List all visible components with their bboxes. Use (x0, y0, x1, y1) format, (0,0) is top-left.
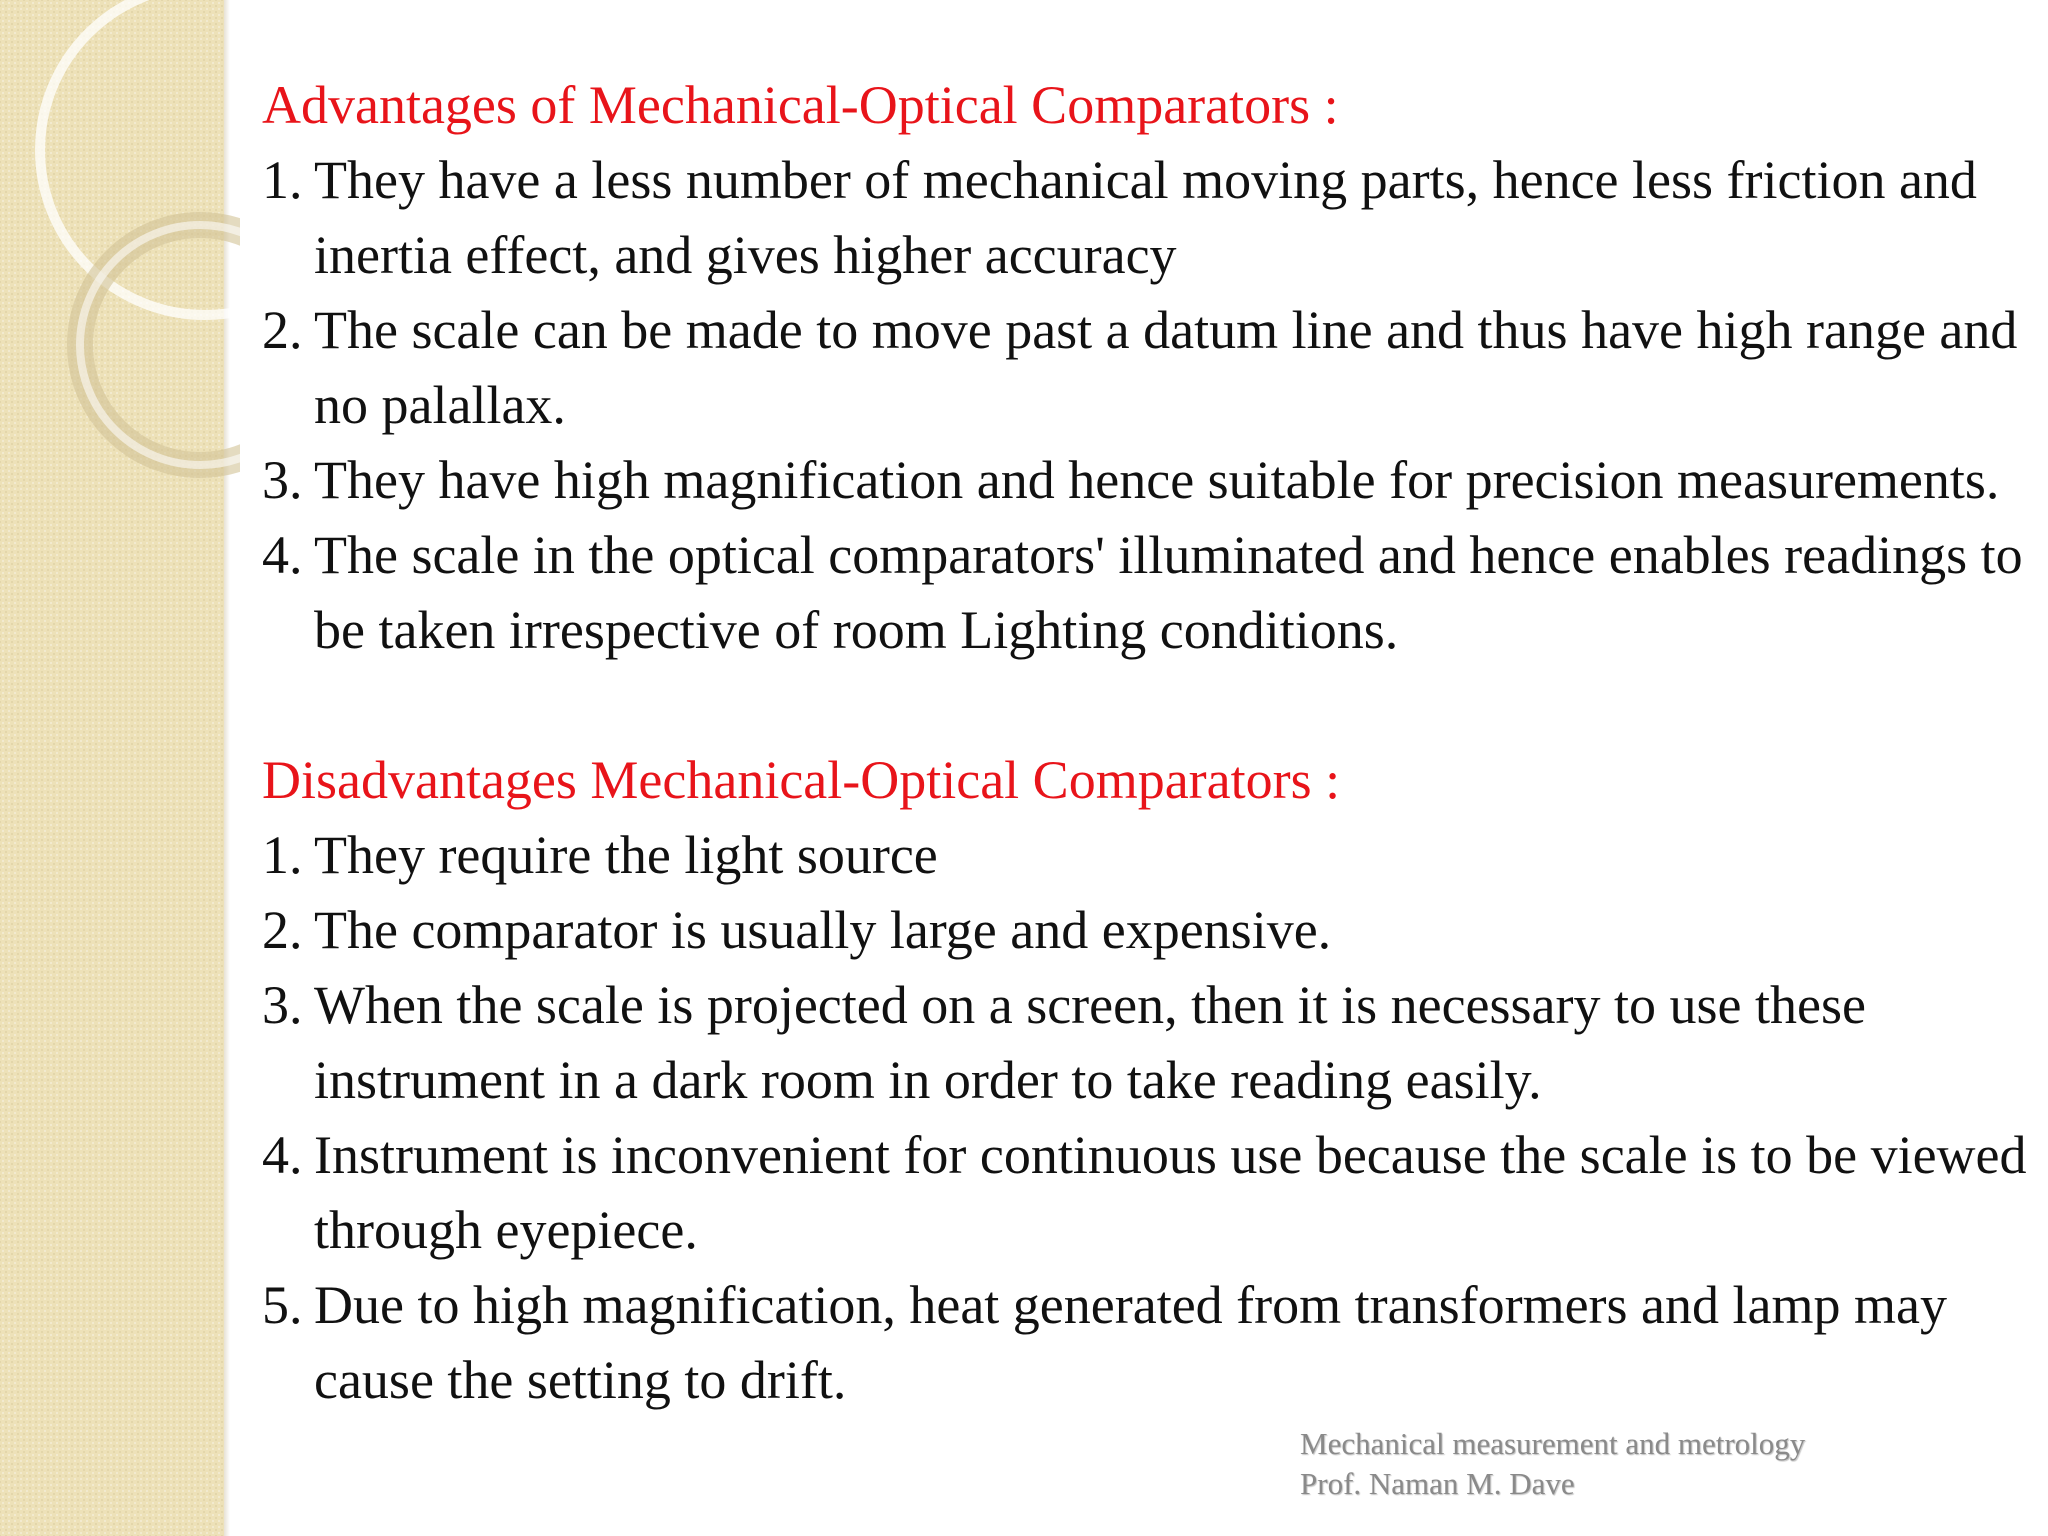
item-text: When the scale is projected on a screen, then it is necessary to use these instrument in a dark room in order to take reading easily. (314, 975, 1866, 1110)
list-item (262, 293, 2032, 443)
list-item (262, 1268, 2032, 1418)
list-item (262, 143, 2032, 293)
item-number: 4. (262, 525, 303, 585)
item-text: The scale in the optical comparators' illuminated and hence enables readings to be taken irrespective of room Lighting conditions. (314, 525, 2023, 660)
item-number: 2. (262, 900, 303, 960)
item-number: 5. (262, 1275, 303, 1335)
list-item (262, 818, 2032, 893)
ring-outer (80, 225, 240, 465)
item-number: 4. (262, 1125, 303, 1185)
footer-course-title: Mechanical measurement and metrology (1300, 1426, 1806, 1461)
list-item (262, 443, 2032, 518)
item-number: 3. (262, 450, 303, 510)
list-item (262, 518, 2032, 668)
footer-author: Prof. Naman M. Dave (1300, 1466, 1575, 1501)
item-number: 3. (262, 975, 303, 1035)
disadvantages-heading: Disadvantages Mechanical-Optical Comparators : (262, 750, 1341, 810)
item-number: 2. (262, 300, 303, 360)
item-text: They have a less number of mechanical moving parts, hence less friction and inertia effect, and gives higher accuracy (314, 150, 1977, 285)
item-number: 1. (262, 825, 303, 885)
item-text: Due to high magnification, heat generated from transformers and lamp may cause the setting to drift. (314, 1275, 1947, 1410)
item-text: Instrument is inconvenient for continuous use because the scale is to be viewed through eyepiece. (314, 1125, 2027, 1260)
slide-content (262, 68, 2032, 1418)
item-text: The comparator is usually large and expensive. (314, 900, 1332, 960)
list-item (262, 893, 2032, 968)
list-item (262, 968, 2032, 1118)
item-text: They require the light source (314, 825, 938, 885)
section-spacer (262, 668, 2032, 743)
item-number: 1. (262, 150, 303, 210)
advantages-list (262, 143, 2032, 668)
list-item (262, 1118, 2032, 1268)
item-text: The scale can be made to move past a datum line and thus have high range and no palallax. (314, 300, 2018, 435)
disadvantages-list (262, 818, 2032, 1418)
decorative-rings (0, 0, 240, 520)
item-text: They have high magnification and hence suitable for precision measurements. (314, 450, 2000, 510)
footer-credit (1300, 1424, 1805, 1504)
ring-large (40, 0, 240, 315)
advantages-heading: Advantages of Mechanical-Optical Comparators : (262, 75, 1339, 135)
